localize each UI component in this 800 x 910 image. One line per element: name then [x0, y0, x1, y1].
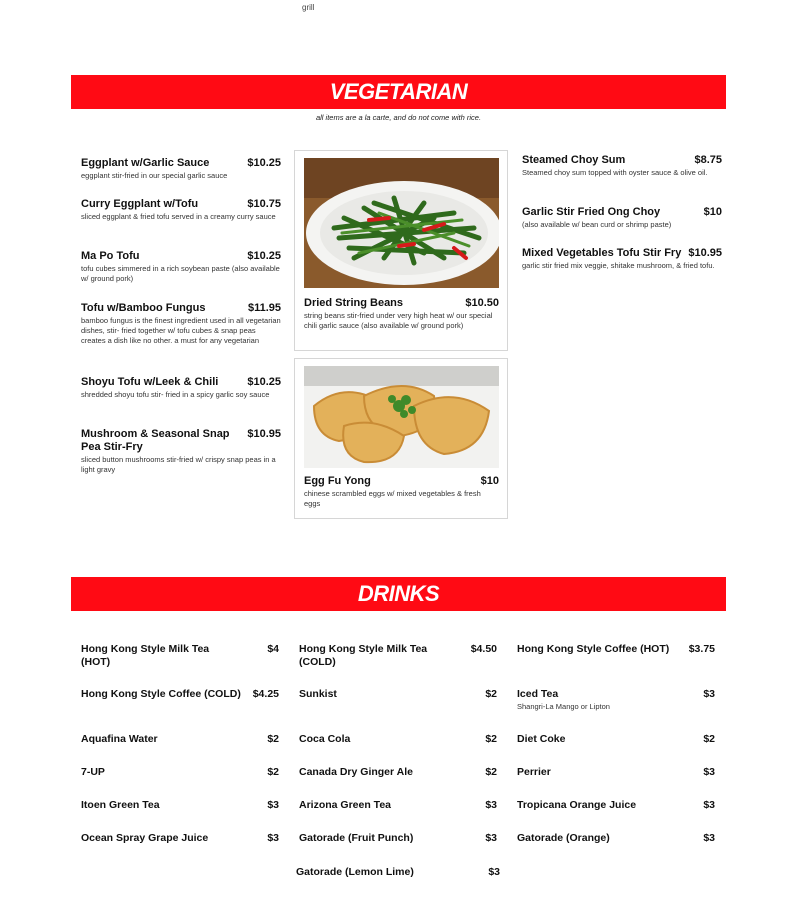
drink-name: Sunkist — [299, 688, 337, 700]
drink-name: Hong Kong Style Milk Tea (COLD) — [299, 643, 428, 668]
drink-price: $4 — [267, 643, 279, 655]
drink-price: $2 — [485, 688, 497, 700]
menu-item — [81, 302, 281, 346]
menu-item — [522, 247, 722, 271]
item-name: Egg Fu Yong — [304, 475, 371, 487]
drink-item — [81, 766, 279, 779]
drink-item — [299, 799, 497, 812]
menu-item — [81, 157, 281, 181]
item-price: $11.95 — [247, 302, 281, 314]
vegetarian-section-banner: VEGETARIAN — [71, 75, 726, 109]
item-name: Steamed Choy Sum — [522, 154, 626, 166]
drink-name: 7-UP — [81, 766, 105, 778]
menu-item — [81, 428, 281, 475]
drink-name — [517, 688, 610, 712]
item-price: $10 — [703, 206, 722, 218]
drink-item — [299, 688, 497, 701]
menu-item — [522, 206, 722, 230]
drink-name: Hong Kong Style Coffee (HOT) — [517, 643, 670, 655]
drink-name-text: Iced Tea — [517, 688, 559, 700]
item-price: $10.25 — [247, 250, 281, 262]
menu-item — [81, 376, 281, 400]
item-desc: sliced button mushrooms stir-fried w/ crispy snap peas in a light gravy — [81, 455, 276, 474]
drink-item — [299, 832, 497, 845]
drink-price: $2 — [267, 766, 279, 778]
drink-price: $3 — [485, 832, 497, 844]
item-price: $10.75 — [247, 198, 281, 210]
item-desc: bamboo fungus is the finest ingredient used in all vegetarian dishes, stir- fried together w/ tofu cubes & snap peas creates a dish like no other. a must for any vegetarian — [81, 316, 281, 345]
drink-name: Canada Dry Ginger Ale — [299, 766, 413, 778]
drink-item — [517, 799, 715, 812]
item-name: Garlic Stir Fried Ong Choy — [522, 206, 661, 218]
item-price: $10.50 — [465, 297, 499, 309]
item-name: Tofu w/Bamboo Fungus — [81, 302, 206, 314]
menu-item — [304, 297, 499, 331]
drink-item — [299, 733, 497, 746]
item-price: $10.95 — [688, 247, 722, 259]
item-desc: garlic stir fried mix veggie, shitake mushroom, & fried tofu. — [522, 261, 715, 270]
drink-item — [296, 866, 500, 879]
item-name: Mushroom & Seasonal Snap Pea Stir-Fry — [81, 428, 230, 453]
menu-item — [522, 154, 722, 178]
item-desc: tofu cubes simmered in a rich soybean paste (also available w/ ground pork) — [81, 264, 280, 283]
drink-price: $3 — [703, 766, 715, 778]
drink-name: Coca Cola — [299, 733, 351, 745]
drink-price: $3 — [267, 832, 279, 844]
item-price: $8.75 — [694, 154, 722, 166]
drink-item — [81, 733, 279, 746]
drink-item — [81, 799, 279, 812]
item-desc: sliced eggplant & fried tofu served in a creamy curry sauce — [81, 212, 276, 221]
drink-price: $3.75 — [688, 643, 715, 655]
drink-item — [81, 832, 279, 845]
drink-price: $3 — [703, 799, 715, 811]
drink-price: $3 — [488, 866, 500, 878]
item-price: $10.25 — [247, 157, 281, 169]
drink-name: Gatorade (Orange) — [517, 832, 610, 844]
featured-item-card — [294, 358, 508, 519]
drink-name: Arizona Green Tea — [299, 799, 391, 811]
drink-name: Gatorade (Fruit Punch) — [299, 832, 414, 844]
featured-item-card — [294, 150, 508, 351]
item-price: $10 — [480, 475, 499, 487]
menu-item — [304, 475, 499, 509]
drink-price: $3 — [703, 832, 715, 844]
drink-item — [299, 766, 497, 779]
item-desc: eggplant stir-fried in our special garlic sauce — [81, 171, 228, 180]
drink-name: Ocean Spray Grape Juice — [81, 832, 209, 844]
drink-subtitle: Shangri-La Mango or Lipton — [517, 702, 610, 711]
drink-name: Diet Coke — [517, 733, 566, 745]
item-desc: chinese scrambled eggs w/ mixed vegetables & fresh eggs — [304, 489, 481, 508]
item-desc: Steamed choy sum topped with oyster sauce & olive oil. — [522, 168, 708, 177]
drink-name: Gatorade (Lemon Lime) — [296, 866, 414, 878]
drink-price: $3 — [485, 799, 497, 811]
egg-fu-yong-photo — [304, 366, 499, 468]
drink-item — [517, 643, 715, 656]
item-price: $10.95 — [247, 428, 281, 440]
drink-item — [517, 832, 715, 845]
previous-item-desc-fragment: grill — [302, 3, 315, 12]
item-desc: shredded shoyu tofu stir- fried in a spicy garlic soy sauce — [81, 390, 270, 399]
drinks-section-banner: DRINKS — [71, 577, 726, 611]
item-price: $10.25 — [247, 376, 281, 388]
drink-item — [81, 688, 279, 701]
item-name: Dried String Beans — [304, 297, 404, 309]
drink-price: $4.25 — [252, 688, 279, 700]
drink-price: $3 — [267, 799, 279, 811]
drink-name: Itoen Green Tea — [81, 799, 160, 811]
item-name: Curry Eggplant w/Tofu — [81, 198, 199, 210]
string-beans-photo — [304, 158, 499, 288]
drink-item — [517, 766, 715, 779]
drink-name: Perrier — [517, 766, 551, 778]
item-desc: string beans stir-fried under very high heat w/ our special chili garlic sauce (also available w/ ground pork) — [304, 311, 493, 330]
item-name: Shoyu Tofu w/Leek & Chili — [81, 376, 219, 388]
menu-item — [81, 250, 281, 284]
menu-item — [81, 198, 281, 222]
drink-price: $3 — [703, 688, 715, 700]
drink-price: $2 — [485, 733, 497, 745]
a-la-carte-note: all items are a la carte, and do not come with rice. — [315, 113, 482, 122]
item-name: Eggplant w/Garlic Sauce — [81, 157, 210, 169]
drink-name: Hong Kong Style Coffee (COLD) — [81, 688, 241, 700]
item-name: Mixed Vegetables Tofu Stir Fry — [522, 247, 682, 259]
drink-price: $2 — [267, 733, 279, 745]
drink-item — [299, 643, 497, 669]
item-name: Ma Po Tofu — [81, 250, 140, 262]
item-desc: (also available w/ bean curd or shrimp paste) — [522, 220, 672, 229]
drink-price: $2 — [485, 766, 497, 778]
drink-item — [81, 643, 279, 669]
drink-price: $2 — [703, 733, 715, 745]
drink-item — [517, 733, 715, 746]
drink-price: $4.50 — [470, 643, 497, 655]
drink-name: Hong Kong Style Milk Tea (HOT) — [81, 643, 210, 668]
drink-name: Tropicana Orange Juice — [517, 799, 637, 811]
drink-item — [517, 688, 715, 712]
drink-name: Aquafina Water — [81, 733, 158, 745]
